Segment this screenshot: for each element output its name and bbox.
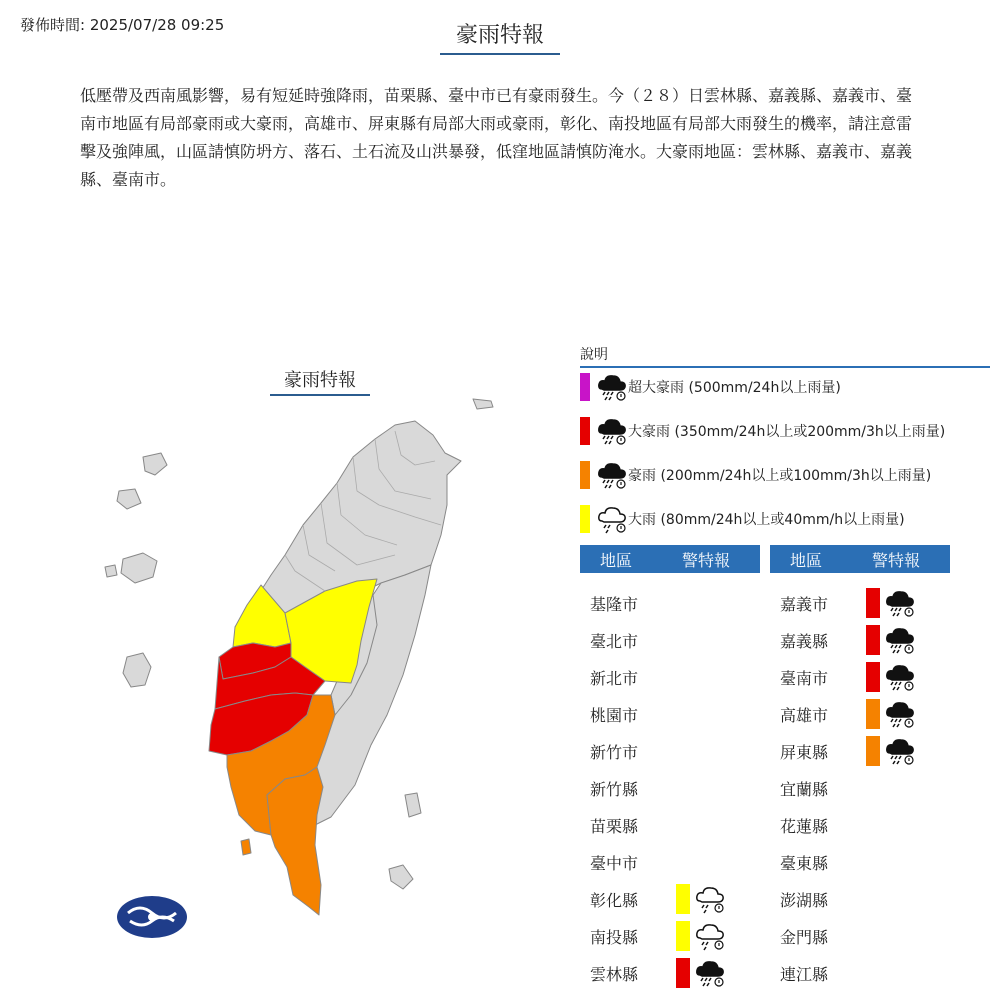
legend-label: 超大豪雨 (500mm/24h以上雨量) <box>628 380 841 396</box>
col-region-label: 地區 <box>599 550 632 570</box>
heavy-rain-thunder-icon <box>694 957 726 989</box>
legend-label: 豪雨 (200mm/24h以上或100mm/3h以上雨量) <box>628 468 932 484</box>
region-name: 臺南市 <box>780 668 829 688</box>
region-name: 基隆市 <box>590 594 639 614</box>
heavy-rain-thunder-icon <box>884 661 916 693</box>
table-row <box>580 696 670 732</box>
legend-label: 大豪雨 (350mm/24h以上或200mm/3h以上雨量) <box>628 424 946 440</box>
region-name: 嘉義縣 <box>780 631 829 651</box>
island-green <box>405 793 421 817</box>
region-name: 臺北市 <box>590 631 639 651</box>
region-name: 臺東縣 <box>780 853 829 873</box>
region-name: 高雄市 <box>780 705 829 725</box>
legend-swatch <box>580 505 590 533</box>
region-name: 苗栗縣 <box>590 816 639 836</box>
light-rain-cloud-icon <box>694 920 726 952</box>
legend-item <box>580 460 931 490</box>
light-rain-cloud-icon <box>596 503 628 535</box>
heavy-rain-thunder-icon <box>596 415 628 447</box>
legend-swatch <box>580 417 590 445</box>
warning-swatch <box>866 625 880 655</box>
island-liuqiu <box>241 839 251 855</box>
table-row <box>770 807 860 843</box>
legend-item <box>580 372 841 402</box>
table-header-left <box>580 545 760 573</box>
table-row <box>580 659 670 695</box>
table-row <box>580 918 726 954</box>
warning-swatch <box>676 958 690 988</box>
region-name: 雲林縣 <box>590 964 639 984</box>
region-name: 嘉義市 <box>780 594 829 614</box>
heavy-rain-thunder-icon <box>596 371 628 403</box>
island-penghu-5 <box>123 653 151 687</box>
table-row <box>580 807 670 843</box>
table-row <box>770 881 860 917</box>
warning-swatch <box>866 662 880 692</box>
legend-item <box>580 416 945 446</box>
region-name: 新竹縣 <box>590 779 639 799</box>
table-row <box>580 770 670 806</box>
region-name: 新北市 <box>590 668 639 688</box>
heavy-rain-thunder-icon <box>884 735 916 767</box>
table-row <box>770 696 916 732</box>
region-name: 南投縣 <box>590 927 639 947</box>
description-text: 低壓帶及西南風影響，易有短延時強降雨，苗栗縣、臺中市已有豪雨發生。今（２８）日雲林縣、嘉義縣、嘉義市、臺南市地區有局部豪雨或大豪雨，高雄市、屏東縣有局部大雨或豪雨，彰化、南投地區有局部大雨發生的機率，請注意雷擊及強陣風，山區請慎防坍方、落石、土石流及山洪暴發，低窪地區請慎防淹水。大豪雨地區：雲林縣、嘉義市、嘉義縣、臺南市。 <box>80 86 913 189</box>
legend-heading: 說明 <box>580 344 990 368</box>
heavy-rain-thunder-icon <box>596 459 628 491</box>
issue-time: 發佈時間: 2025/07/28 09:25 <box>20 16 225 34</box>
region-name: 金門縣 <box>780 927 829 947</box>
table-row <box>770 770 860 806</box>
map-title: 豪雨特報 <box>270 366 370 396</box>
legend-label: 大雨 (80mm/24h以上或40mm/h以上雨量) <box>628 512 905 528</box>
island-penghu-2 <box>117 489 141 509</box>
table-row <box>770 955 860 991</box>
island-penghu-3 <box>121 553 157 583</box>
warning-swatch <box>676 921 690 951</box>
taiwan-map <box>95 395 515 925</box>
region-name: 臺中市 <box>590 853 639 873</box>
table-row <box>580 881 726 917</box>
region-name: 連江縣 <box>780 964 829 984</box>
legend-swatch <box>580 461 590 489</box>
heavy-rain-thunder-icon <box>884 624 916 656</box>
island-penghu-4 <box>105 565 117 577</box>
table-row <box>580 585 670 621</box>
table-row <box>580 733 670 769</box>
legend-item <box>580 504 905 534</box>
table-header-right <box>770 545 950 573</box>
table-row <box>770 622 916 658</box>
warning-swatch <box>866 736 880 766</box>
col-warning-label: 警特報 <box>681 550 730 570</box>
table-row <box>770 918 860 954</box>
region-name: 屏東縣 <box>780 742 829 762</box>
col-region-label: 地區 <box>789 550 822 570</box>
region-name: 彰化縣 <box>590 890 639 910</box>
region-pingtung <box>267 767 323 915</box>
warning-swatch <box>866 588 880 618</box>
legend-swatch <box>580 373 590 401</box>
col-warning-label: 警特報 <box>871 550 920 570</box>
table-row <box>770 659 916 695</box>
region-name: 澎湖縣 <box>780 890 829 910</box>
warning-swatch <box>866 699 880 729</box>
island-orchid <box>389 865 413 889</box>
table-row <box>770 585 916 621</box>
table-row <box>580 844 670 880</box>
warning-swatch <box>676 884 690 914</box>
table-row <box>580 622 670 658</box>
region-name: 宜蘭縣 <box>780 779 829 799</box>
heavy-rain-thunder-icon <box>884 587 916 619</box>
region-name: 花蓮縣 <box>780 816 829 836</box>
table-row <box>770 844 860 880</box>
page-title: 豪雨特報 <box>440 18 560 55</box>
island-guishan <box>473 399 493 409</box>
region-name: 桃園市 <box>590 705 639 725</box>
heavy-rain-thunder-icon <box>884 698 916 730</box>
table-row <box>580 955 726 991</box>
region-name: 新竹市 <box>590 742 639 762</box>
island-penghu-1 <box>143 453 167 475</box>
table-row <box>770 733 916 769</box>
cwa-logo-icon <box>116 895 188 939</box>
light-rain-cloud-icon <box>694 883 726 915</box>
